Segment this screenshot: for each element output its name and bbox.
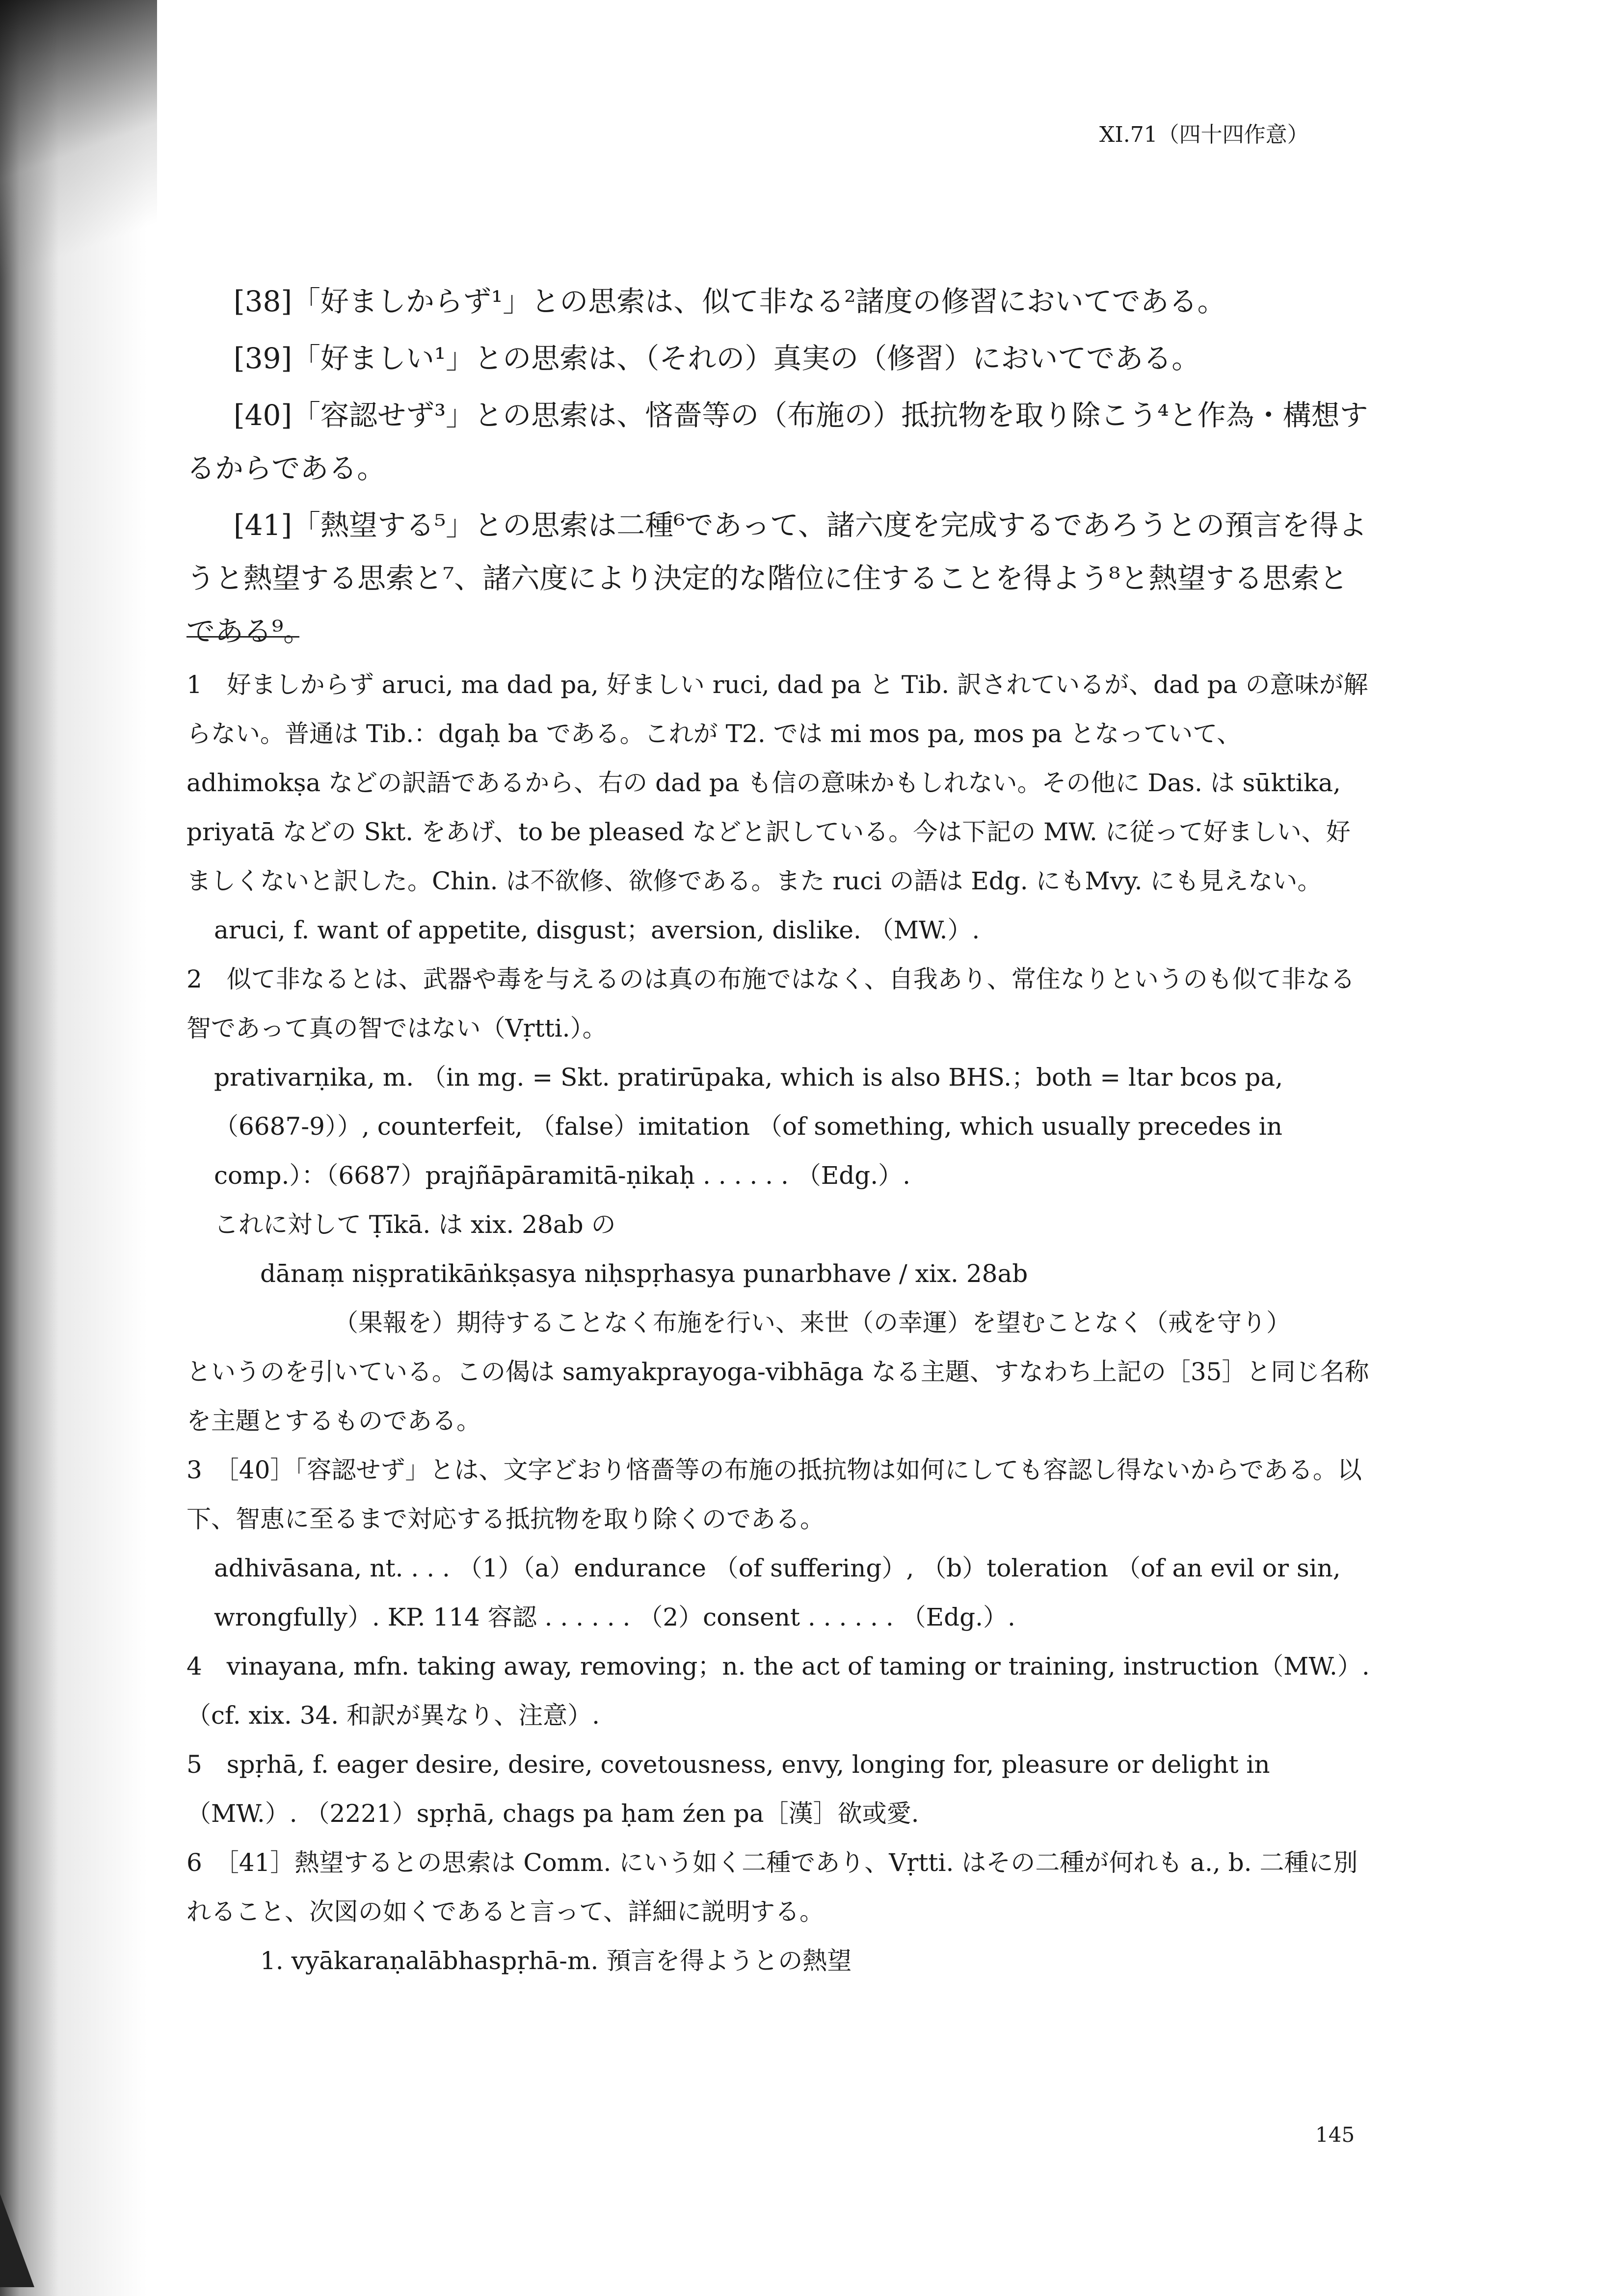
footnote-1-quote: aruci, f. want of appetite, disgust；aversion, dislike. （MW.）. [214, 916, 980, 944]
paragraph-41: [41]「熱望する⁵」との思索は二種⁶であって、諸六度を完成するであろうとの預言を得ようと熱望する思索と⁷、諸六度により決定的な階位に住することを得よう⁸と熱望する思索とである⁹。 [186, 508, 1367, 648]
scan-shadow-top [0, 0, 157, 344]
page-number: 145 [1315, 2123, 1355, 2147]
footnote-2-ref: これに対して Ṭīkā. は xix. 28ab の [214, 1210, 616, 1239]
footnote-2-translation: （果報を）期待することなく布施を行い、来世（の幸運）を望むことなく（戒を守り） [334, 1308, 1291, 1337]
footnote-6-item-1: 1. vyākaraṇalābhaspṛhā-m. 預言を得ようとの熱望 [260, 1947, 852, 1975]
paragraph-40: [40]「容認せず³」との思索は、悋嗇等の（布施の）抵抗物を取り除こう⁴と作為・構想するからである。 [186, 399, 1368, 485]
footnote-5: 5 spṛhā, f. eager desire, desire, covetousness, envy, longing for, pleasure or delight in（MW.）. （2221）spṛhā, chags pa ḥam źen pa［漢］欲或愛. [186, 1750, 1270, 1828]
footnote-1: 1 好ましからず aruci, ma dad pa, 好ましい ruci, dad pa と Tib. 訳されているが、dad pa の意味が解らない。普通は Tib.：dgaḥ ba である。これが T2. では mi mos pa, mos pa となっていて、adhimokṣa などの訳語であるから、右の dad pa も信の意味かもしれない。その他に Das. は sūktika, priyatā などの Skt. をあげ、to be pleased などと訳している。今は下記の MW. に従って好ましい、好ましくないと訳した。Chin. は不欲修、欲修である。また ruci の語は Edg. にもMvy. にも見えない。 [186, 670, 1368, 895]
corner-mark [0, 2194, 34, 2287]
footnote-separator [186, 636, 299, 638]
paragraph-39: [39]「好ましい¹」との思索は、（それの）真実の（修習）においてである。 [234, 342, 1200, 375]
scan-shadow [0, 0, 147, 2296]
footnote-3-quote: adhivāsana, nt. . . . （1）（a）endurance （of suffering）, （b）toleration （of an evil or sin, wrongfully）. KP. 114 容認 . . . . . . （2）consent . . . . . . （Edg.）. [214, 1554, 1341, 1631]
footnotes [186, 660, 1374, 1985]
main-text [186, 275, 1374, 662]
footnote-2-verse: dānaṃ niṣpratikāṅkṣasya niḥspṛhasya punarbhave / xix. 28ab [260, 1259, 1028, 1288]
running-head: XI.71（四十四作意） [1099, 122, 1309, 147]
footnote-2-quote: prativarṇika, m. （in mg. = Skt. pratirūpaka, which is also BHS.；both = ltar bcos pa, （6687-9））, counterfeit, （false）imitation （of something, which usually precedes in comp.）：（6687）prajñāpāramitā-ṇikaḥ . . . . . . （Edg.）. [214, 1063, 1283, 1190]
footnote-2: 2 似て非なるとは、武器や毒を与えるのは真の布施ではなく、自我あり、常住なりというのも似て非なる智であって真の智ではない（Vṛtti.）。 [186, 965, 1355, 1042]
footnote-2-tail: というのを引いている。この偈は samyakprayoga-vibhāga なる主題、すなわち上記の［35］と同じ名称を主題とするものである。 [186, 1358, 1369, 1435]
footnote-6: 6 ［41］熱望するとの思索は Comm. にいう如く二種であり、Vṛtti. はその二種が何れも a., b. 二種に別れること、次図の如くであると言って、詳細に説明する。 [186, 1848, 1358, 1926]
paragraph-38: [38]「好ましからず¹」との思索は、似て非なる²諸度の修習においてである。 [234, 285, 1226, 318]
footnote-3: 3 ［40］「容認せず」とは、文字どおり悋嗇等の布施の抵抗物は如何にしても容認し得ないからである。以下、智恵に至るまで対応する抵抗物を取り除くのである。 [186, 1456, 1362, 1533]
footnote-4: 4 vinayana, mfn. taking away, removing；n. the act of taming or training, instruction（MW.）. （cf. xix. 34. 和訳が異なり、注意）. [186, 1652, 1370, 1730]
